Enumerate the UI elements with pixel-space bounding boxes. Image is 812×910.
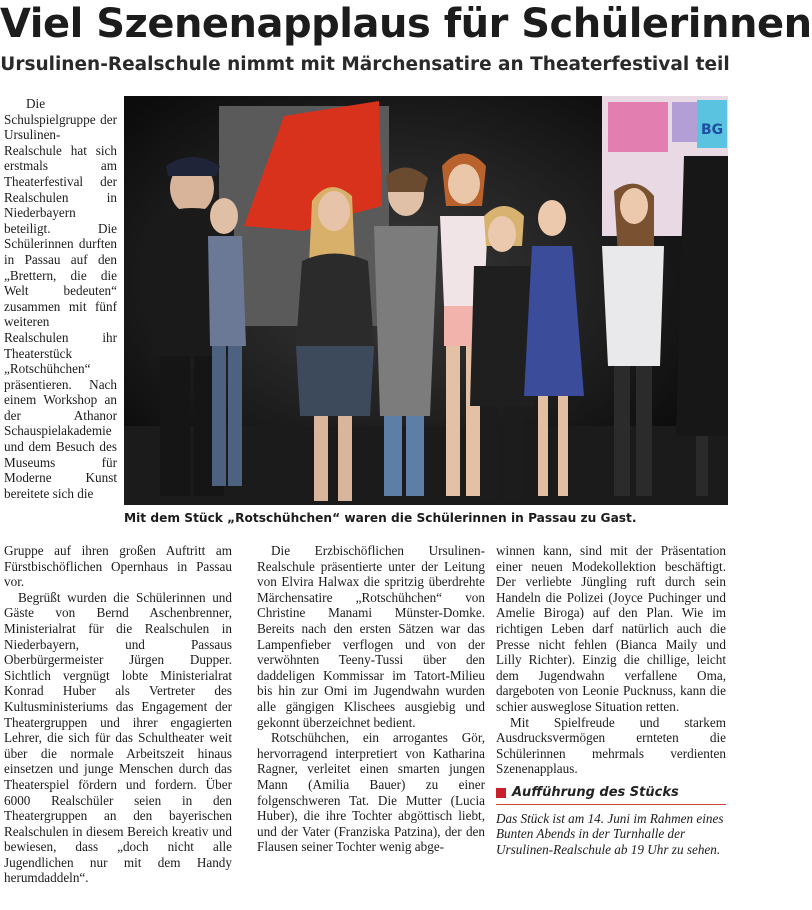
intro-paragraph: Die Schulspielgruppe der Ursulinen-Realschule hat sich erstmals am Theaterfestival der Realschulen in Niederbayern beteiligt. Die Schülerinnen durften in Passau auf den „Brettern, die die Welt bedeuten“ zusammen mit fünf weiteren Realschulen ihr Theaterstück „Rotschühchen“ präsentieren. Nach einem Workshop an der Athanor Schauspielakademie und dem Besuch des Museums für Moderne Kunst bereitete sich die <box>4 96 117 501</box>
article-paragraph: Die Erzbischöflichen Ursulinen-Realschule präsentierte unter der Leitung von Elvira Halwax die spritzig überdrehte Märchensatire „Rotschühchen“ von Christine Manami Münster-Domke. Bereits nach den ersten Sätzen war das Lampenfieber verflogen und von der verwöhnten Teeny-Tussi über den daddeligen Kommissar im Tatort-Milieu bis hin zur Omi im Jugendwahn wurden alle gängigen Klischees ausgiebig und gekonnt überzeichnet bedient. <box>257 543 485 730</box>
info-box-header <box>496 785 726 805</box>
article-photo <box>124 96 728 505</box>
photo-caption: Mit dem Stück „Rotschühchen“ waren die Schülerinnen in Passau zu Gast. <box>124 511 637 525</box>
article-paragraph: Begrüßt wurden die Schülerinnen und Gäste von Bernd Aschenbrenner, Ministerialrat für die Realschulen in Niederbayern, und Passaus Oberbürgermeister Jürgen Dupper. Sichtlich vergnügt lobte Ministerialrat Konrad Huber als Vertreter des Kultusministeriums das Engagement der Theatergruppen und ihrer engagierten Lehrer, die sich für das Schultheater weit über die normale Arbeitszeit hinaus einsetzen und junge Menschen durch das Theaterspiel fördern und fordern. Über 6000 Realschüler seien in den Theatergruppen an den bayerischen Realschulen in diesem Bereich kreativ und bewiesen, dass „doch nicht alle Jugendlichen nur mit dem Handy herumdaddeln“. <box>4 589 232 886</box>
info-box-title: Aufführung des Stücks <box>512 784 679 800</box>
article-headline: Viel Szenenapplaus für Schülerinnen <box>0 1 812 47</box>
article-paragraph: winnen kann, sind mit der Präsentation einer neuen Modekollektion beschäftigt. Der verliebte Jüngling ruft durch sein Handeln die Polizei (Joyce Puchinger und Amelie Biroga) auf den Plan. Wie im richtigen Leben darf natürlich auch die Presse nicht fehlen (Bianca Maily und Lilly Richter). Einzig die chillige, leicht dem Jugendwahn verfallene Oma, dargeboten von Leonie Pucknuss, kann die schier ausweglose Situation retten. <box>496 543 726 714</box>
article-subheadline: Ursulinen-Realschule nimmt mit Märchensatire an Theaterfestival teil <box>0 54 730 75</box>
article-column-3 <box>496 543 726 857</box>
article-paragraph: Rotschühchen, ein arrogantes Gör, hervorragend interpretiert von Katharina Ragner, verleitet einen smarten jungen Mann (Amilia Bauer) zu einer folgenschweren Tat. Die Mutter (Lucia Huber), die ihre Tochter abgöttisch liebt, und der Vater (Franziska Patzina), der den Flausen seiner Tochter wenig abge- <box>257 730 485 855</box>
article-paragraph: Mit Spielfreude und starkem Ausdrucksvermögen ernteten die Schülerinnen mehrmals verdienten Szenenapplaus. <box>496 714 726 777</box>
red-square-icon <box>496 788 506 798</box>
stage-scene-illustration <box>124 96 728 505</box>
poster-lettering: BG <box>701 122 724 138</box>
article-intro-column <box>4 96 117 501</box>
info-box-text: Das Stück ist am 14. Juni im Rahmen eines Bunten Abends in der Turnhalle der Ursulinen-Realschule ab 19 Uhr zu sehen. <box>496 810 724 857</box>
article-paragraph: Gruppe auf ihren großen Auftritt am Fürstbischöflichen Opernhaus in Passau vor. <box>4 543 232 590</box>
article-column-2 <box>257 543 485 855</box>
article-column-1 <box>4 543 232 886</box>
